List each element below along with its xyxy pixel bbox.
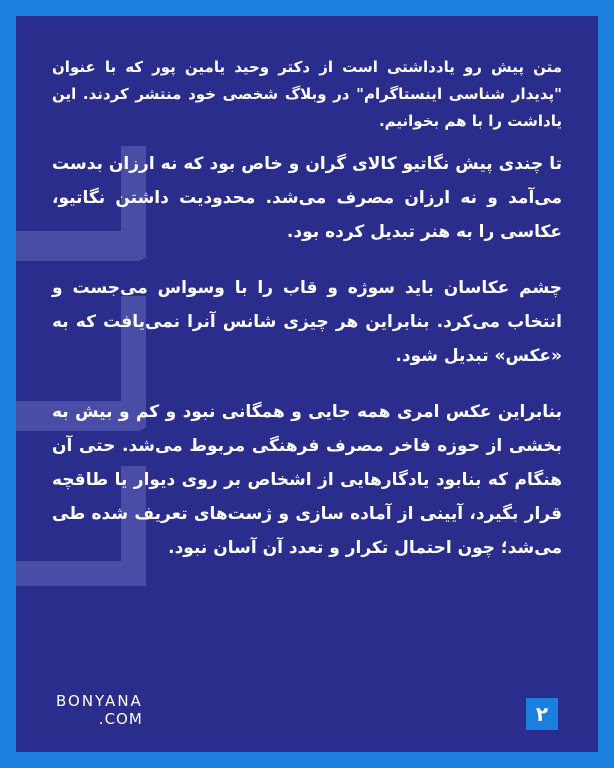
paragraph-3: بنابراین عکس امری همه جایی و همگانی نبود و کم و بیش به بخشی از حوزه فاخر مصرف فرهنگی مربوط می‌شد. حتی آن هنگام که بنابود یادگارهایی از اشخاص بر روی دیوار یا طاقچه قرار بگیرد، آیینی از آماده سازی و ژست‌های تعریف شده طی می‌شد؛ چون احتمال تکرار و تعدد آن آسان نبود. [52, 402, 562, 558]
paragraph-1: تا چندی پیش نگاتیو کالای گران و خاص بود که نه ارزان بدست می‌آمد و نه ارزان مصرف می‌شد. محدودیت داشتن نگاتیو، عکاسی را به هنر تبدیل کرده بود. [52, 154, 562, 242]
brand-logo [56, 692, 143, 728]
brand-domain: .COM [98, 710, 143, 728]
brand-name: BONYANA [56, 692, 143, 710]
content-panel [16, 16, 598, 752]
intro-note: متن پیش رو یادداشتی است از دکتر وحید یامین پور که با عنوان "پدیدار شناسی اینستاگرام" در وبلاگ شخصی خود منتشر کردند. این یاداشت را با هم بخوانیم. [52, 58, 562, 130]
page-number-badge: ۲ [526, 698, 558, 730]
article-text [52, 54, 562, 587]
paragraph-2: چشم عکاسان باید سوژه و قاب را با وسواس می‌جست و انتخاب می‌کرد. بنابراین هر چیزی شانس آنرا نمی‌یافت که به «عکس» تبدیل شود. [52, 278, 562, 366]
